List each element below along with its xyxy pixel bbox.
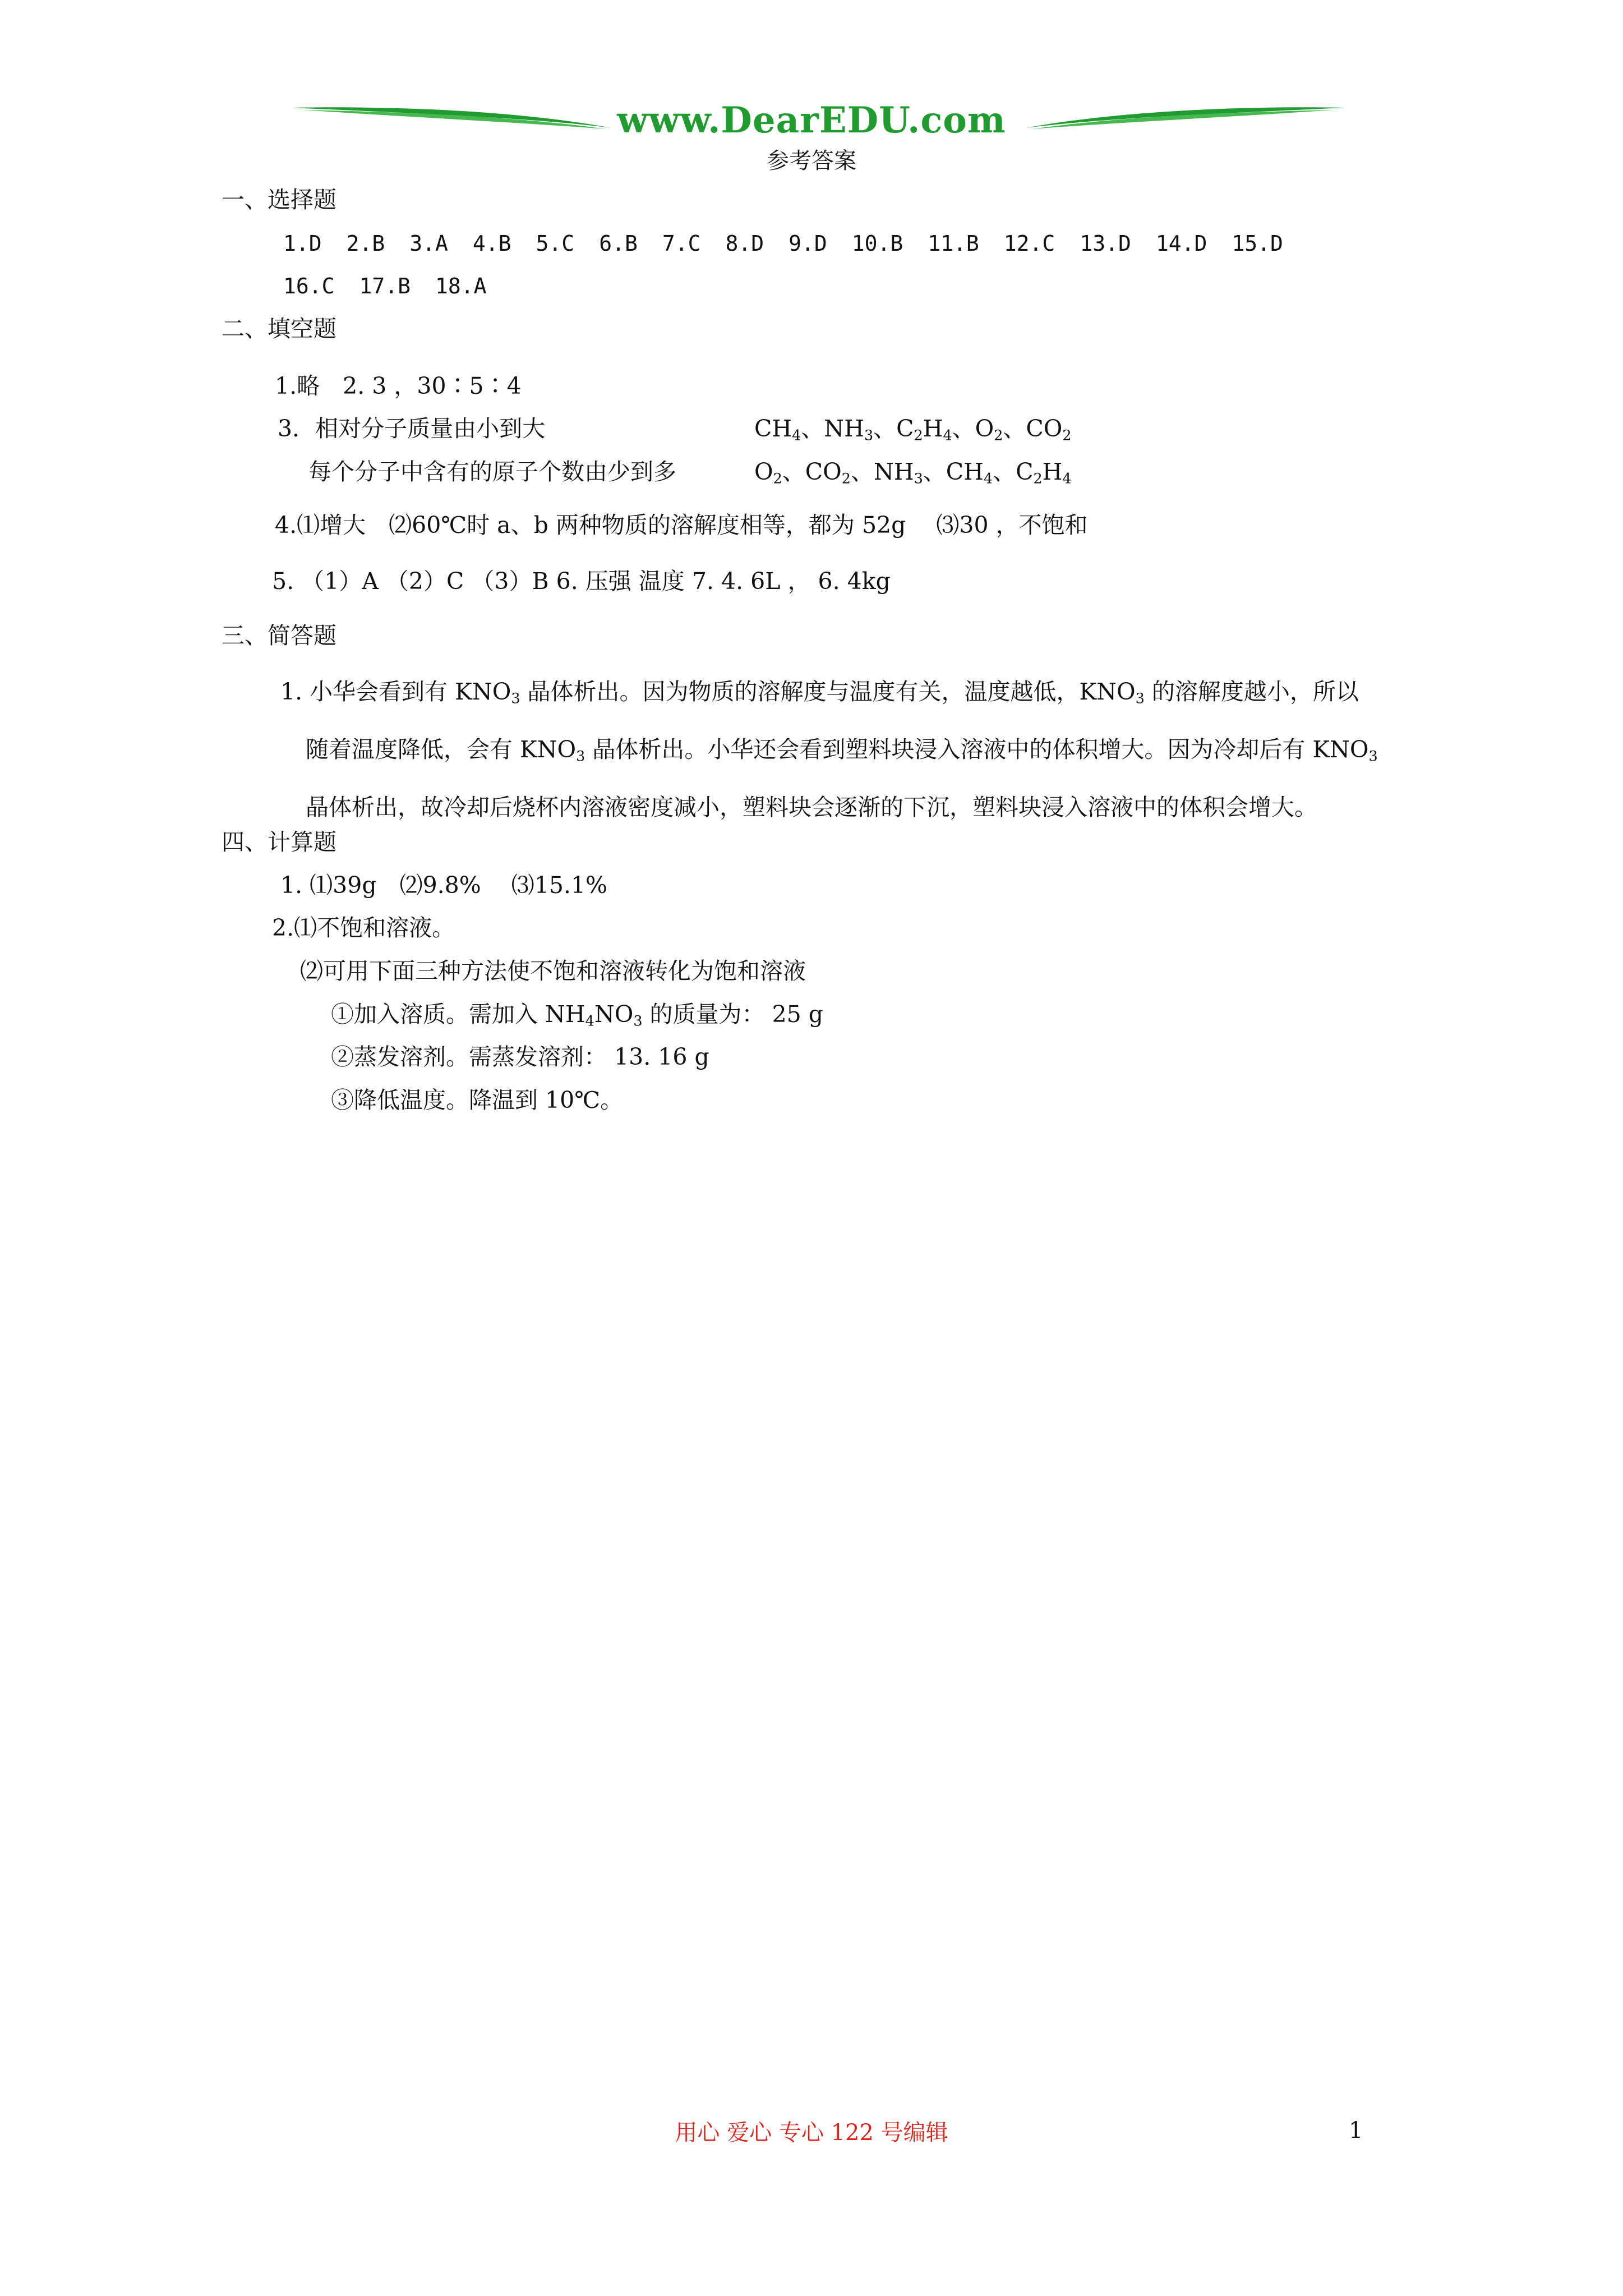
- short-answer-line-3: 晶体析出，故冷却后烧杯内溶液密度减小，塑料块会逐渐的下沉，塑料块浸入溶液中的体积会增大。: [306, 794, 1317, 821]
- choice-answer-item: 18.A: [435, 274, 487, 298]
- choice-answer-item: 11.B: [928, 231, 979, 256]
- text-run: 、CH: [923, 458, 984, 485]
- choice-answer-item: 15.D: [1232, 231, 1283, 256]
- section-heading-fill: 二、填空题: [222, 315, 336, 342]
- choice-answer-item: 17.B: [359, 274, 411, 298]
- choice-answer-item: 1.D: [283, 231, 322, 256]
- page-number: 1: [1349, 2118, 1363, 2143]
- short-answer-line-1: [280, 677, 1359, 706]
- subscript: 3: [576, 747, 585, 765]
- choice-answer-item: 14.D: [1155, 231, 1207, 256]
- subscript: 3: [1368, 747, 1378, 765]
- fill-answer-3-label-b: 每个分子中含有的原子个数由少到多: [308, 458, 676, 485]
- choice-answer-item: 4.B: [472, 231, 511, 256]
- subscript: 2: [1062, 426, 1072, 444]
- text-run: 晶体析出。小华还会看到塑料块浸入溶液中的体积增大。因为冷却后有 KNO: [585, 736, 1369, 763]
- section-heading-short-answer: 三、简答题: [222, 622, 336, 649]
- subscript: 2: [914, 426, 923, 444]
- subscript: 3: [864, 426, 874, 444]
- choice-answer-item: 16.C: [283, 274, 335, 298]
- text-run: 的质量为： 25 g: [642, 1001, 824, 1028]
- choice-answer-item: 5.C: [536, 231, 575, 256]
- subscript: 4: [943, 426, 952, 444]
- section-heading-calculation: 四、计算题: [222, 829, 336, 855]
- text-run: 、O: [952, 415, 994, 442]
- text-run: ①加入溶质。需加入 NH: [331, 1001, 585, 1028]
- calc-answer-1: 1. ⑴39g ⑵9.8% ⑶15.1%: [280, 872, 608, 899]
- text-run: NO: [594, 1001, 634, 1028]
- calc-method-3: ③降低温度。降温到 10℃。: [331, 1087, 624, 1114]
- subscript: 4: [1062, 470, 1072, 487]
- subscript: 4: [983, 470, 993, 487]
- choice-answer-item: 8.D: [725, 231, 764, 256]
- calc-method-1: [331, 1000, 823, 1029]
- choice-answer-item: 12.C: [1003, 231, 1055, 256]
- text-run: 、NH: [850, 458, 914, 485]
- subscript: 2: [994, 426, 1003, 444]
- choice-answer-item: 10.B: [851, 231, 903, 256]
- subscript: 2: [841, 470, 851, 487]
- subscript: 4: [792, 426, 801, 444]
- text-run: 随着温度降低，会有 KNO: [306, 736, 577, 763]
- text-run: CH: [754, 415, 792, 442]
- subscript: 3: [1135, 689, 1145, 707]
- choice-answers-row-1: [283, 231, 1308, 256]
- fill-answer-3-formula-b: [754, 457, 1072, 486]
- choice-answers-row-2: [283, 274, 511, 298]
- text-run: 、CO: [782, 458, 842, 485]
- fill-answer-3-label-a: 3．相对分子质量由小到大: [278, 415, 546, 442]
- calc-method-2: ②蒸发溶剂。需蒸发溶剂： 13. 16 g: [331, 1043, 709, 1070]
- section-heading-choice: 一、选择题: [222, 186, 336, 213]
- text-run: O: [754, 458, 773, 485]
- subscript: 4: [585, 1012, 594, 1029]
- text-run: 、C: [993, 458, 1034, 485]
- site-logo-text: www.DearEDU.com: [617, 99, 1006, 141]
- choice-answer-item: 13.D: [1080, 231, 1131, 256]
- subscript: 2: [1033, 470, 1043, 487]
- fill-answer-4: 4.⑴增大 ⑵60℃时 a、b 两种物质的溶解度相等，都为 52g ⑶30 ，不饱和: [275, 512, 1088, 539]
- choice-answer-item: 2.B: [346, 231, 385, 256]
- page-title: 参考答案: [767, 148, 856, 174]
- text-run: 的溶解度越小，所以: [1144, 678, 1359, 705]
- text-run: 、CO: [1003, 415, 1063, 442]
- text-run: H: [923, 415, 943, 442]
- footer-credit: 用心 爱心 专心 122 号编辑: [675, 2120, 948, 2146]
- fill-answer-5-7: 5. （1）A （2）C （3）B 6. 压强 温度 7. 4. 6L ， 6. 4kg: [272, 568, 891, 595]
- fill-answer-3-formula-a: [754, 414, 1072, 443]
- text-run: 晶体析出。因为物质的溶解度与温度有关，温度越低，KNO: [520, 678, 1136, 705]
- text-run: 、C: [873, 415, 914, 442]
- choice-answer-item: 9.D: [789, 231, 827, 256]
- text-run: 1. 小华会看到有 KNO: [280, 678, 511, 705]
- calc-answer-2-intro: ⑵可用下面三种方法使不饱和溶液转化为饱和溶液: [300, 958, 806, 984]
- text-run: 、NH: [801, 415, 864, 442]
- subscript: 3: [914, 470, 923, 487]
- choice-answer-item: 6.B: [599, 231, 638, 256]
- calc-answer-2: 2.⑴不饱和溶液。: [272, 914, 455, 941]
- choice-answer-item: 3.A: [409, 231, 448, 256]
- fill-answer-1-2: 1.略 2. 3 ，30∶5∶4: [275, 372, 522, 399]
- subscript: 3: [511, 689, 520, 707]
- subscript: 2: [773, 470, 782, 487]
- text-run: H: [1042, 458, 1063, 485]
- subscript: 3: [633, 1012, 643, 1029]
- choice-answer-item: 7.C: [662, 231, 701, 256]
- short-answer-line-2: [306, 735, 1378, 764]
